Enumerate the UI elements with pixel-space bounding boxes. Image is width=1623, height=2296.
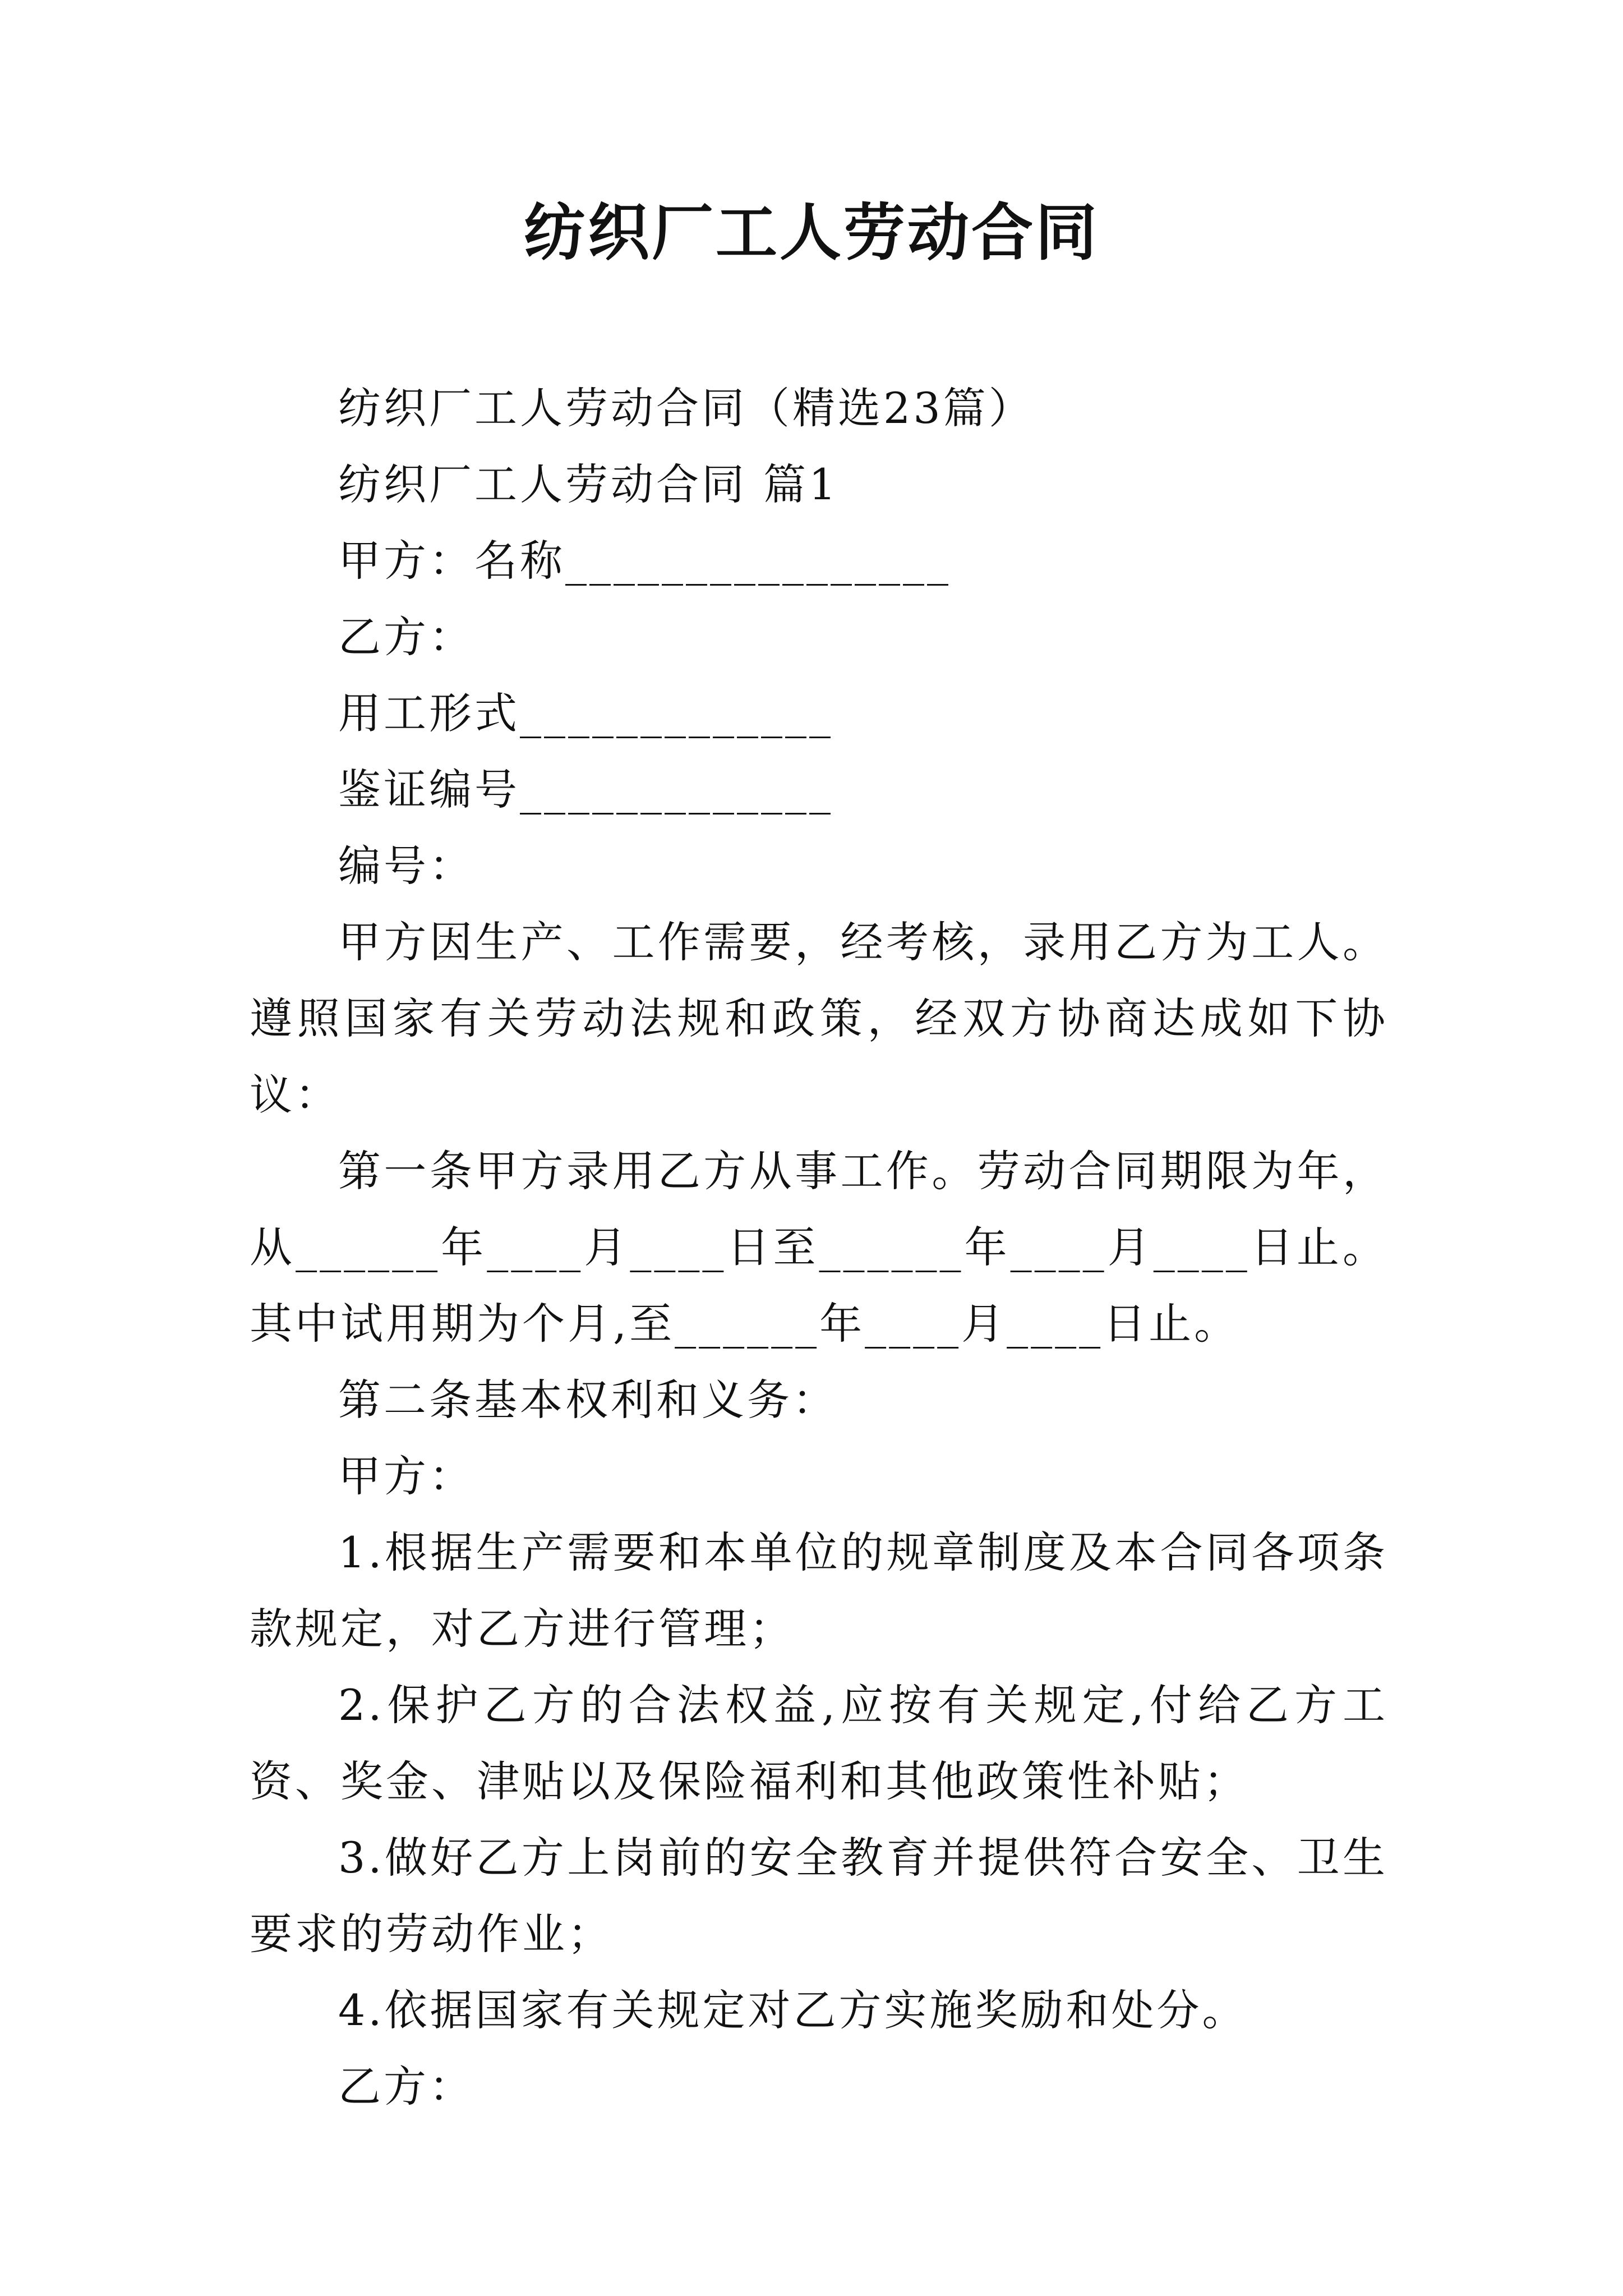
document-body	[250, 370, 1388, 2125]
paragraph-employment-form: 用工形式_____________	[338, 688, 833, 738]
document-title: 纺织厂工人劳动合同	[524, 196, 1099, 269]
paragraph-number: 编号：	[338, 841, 474, 891]
paragraph-party-b: 乙方：	[338, 612, 474, 662]
paragraph-item-2: 2.保护乙方的合法权益,应按有关规定,付给乙方工资、奖金、津贴以及保险福利和其他政策性补贴；	[250, 1680, 1388, 1806]
paragraph-item-1: 1.根据生产需要和本单位的规章制度及本合同各项条款规定，对乙方进行管理；	[250, 1527, 1388, 1654]
paragraph-item-4: 4.依据国家有关规定对乙方实施奖励和处分。	[338, 1985, 1248, 2035]
paragraph-subtitle: 纺织厂工人劳动合同（精选23篇）	[338, 383, 1034, 433]
paragraph-article-1: 第一条甲方录用乙方从事工作。劳动合同期限为年，从______年____月____日至______年____月____日止。其中试用期为个月,至______年____月____日止。	[250, 1146, 1388, 1349]
paragraph-party-a-name: 甲方：名称________________	[338, 536, 951, 586]
paragraph-section-heading: 纺织厂工人劳动合同 篇1	[338, 459, 839, 509]
paragraph-certification-number: 鉴证编号_____________	[338, 765, 833, 815]
paragraph-item-3: 3.做好乙方上岗前的安全教育并提供符合安全、卫生要求的劳动作业；	[250, 1833, 1388, 1959]
paragraph-article-2: 第二条基本权利和义务：	[338, 1375, 838, 1425]
paragraph-party-a-label: 甲方：	[338, 1451, 474, 1501]
paragraph-party-b-label: 乙方：	[338, 2062, 474, 2111]
paragraph-intro: 甲方因生产、工作需要，经考核，录用乙方为工人。遵照国家有关劳动法规和政策，经双方协商达成如下协议：	[250, 917, 1388, 1120]
